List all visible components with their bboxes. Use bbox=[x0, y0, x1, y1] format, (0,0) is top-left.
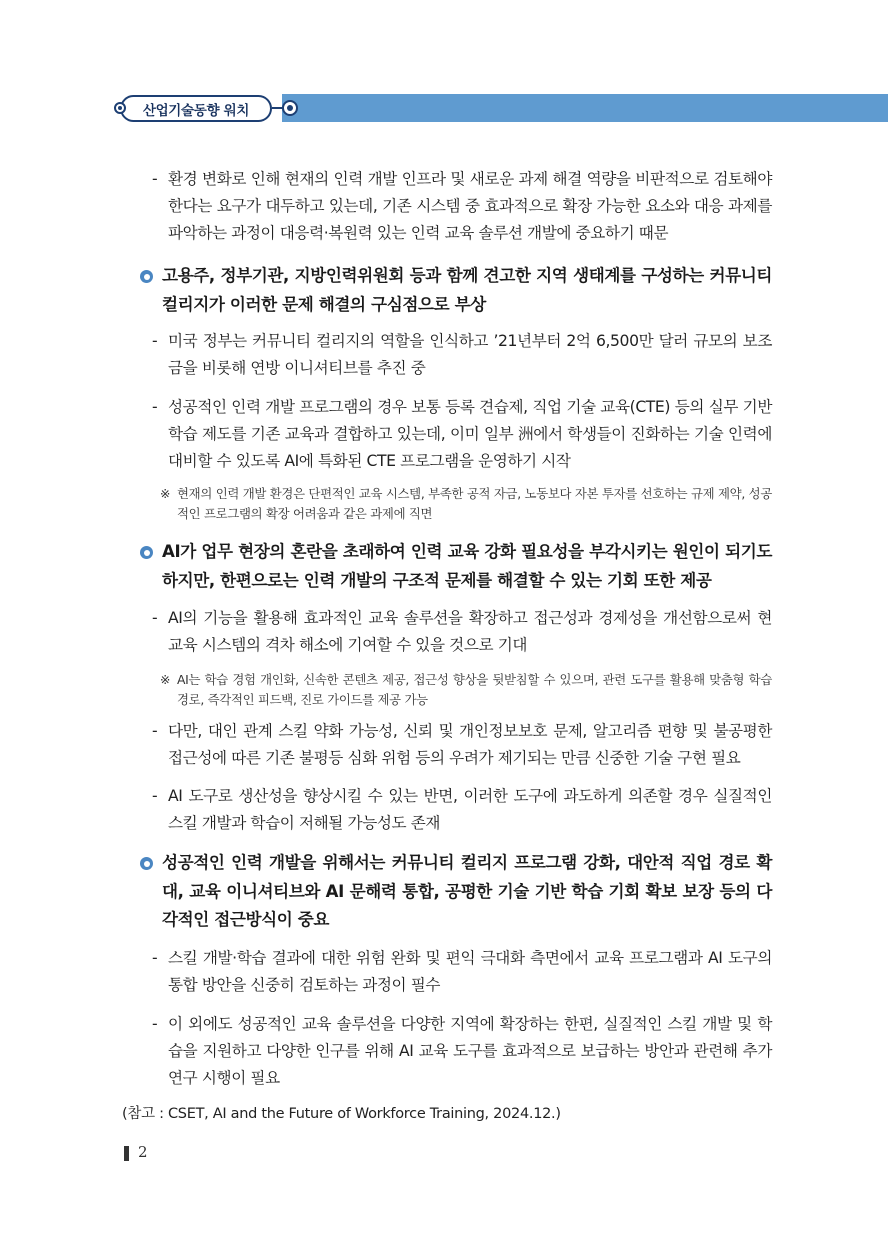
dash-marker: - bbox=[152, 1015, 158, 1033]
dash-marker: - bbox=[152, 170, 158, 188]
circle-bullet-icon bbox=[140, 546, 153, 559]
note-text: 현재의 인력 개발 환경은 단편적인 교육 시스템, 부족한 공적 자금, 노동보다 자본 투자를 선호하는 규제 제약, 성공적인 프로그램의 확장 어려움과 같은 과제에 직면 bbox=[177, 486, 772, 521]
dash-item bbox=[152, 328, 772, 382]
section-title: 산업기술동향 워치 bbox=[142, 102, 250, 119]
bullet-item bbox=[140, 849, 772, 935]
header-dot-left-icon bbox=[114, 102, 126, 114]
dash-text: AI의 기능을 활용해 효과적인 교육 솔루션을 확장하고 접근성과 경제성을 개선함으로써 현 교육 시스템의 격차 해소에 기여할 수 있을 것으로 기대 bbox=[168, 609, 772, 654]
dash-item bbox=[152, 945, 772, 999]
page-number-bar bbox=[124, 1146, 129, 1161]
bullet-text: AI가 업무 현장의 혼란을 초래하여 인력 교육 강화 필요성을 부각시키는 원인이 되기도 하지만, 한편으로는 인력 개발의 구조적 문제를 해결할 수 있는 기회 또한 제공 bbox=[162, 542, 772, 590]
note-item bbox=[160, 670, 772, 710]
dash-text: 성공적인 인력 개발 프로그램의 경우 보통 등록 견습제, 직업 기술 교육(CTE) 등의 실무 기반 학습 제도를 기존 교육과 결합하고 있는데, 이미 일부 洲에서 학생들이 진화하는 기술 인력에 대비할 수 있도록 AI에 특화된 CTE 프로그램을 운영하기 시작 bbox=[168, 398, 772, 470]
dash-marker: - bbox=[152, 722, 158, 740]
dash-item bbox=[152, 605, 772, 659]
page-number: 2 bbox=[138, 1143, 148, 1161]
dash-item bbox=[152, 166, 772, 247]
note-marker: ※ bbox=[160, 672, 171, 687]
dash-item bbox=[152, 394, 772, 475]
header-bar bbox=[282, 94, 888, 122]
circle-bullet-icon bbox=[140, 270, 153, 283]
dash-item bbox=[152, 1011, 772, 1092]
dash-text: 스킬 개발·학습 결과에 대한 위험 완화 및 편익 극대화 측면에서 교육 프로그램과 AI 도구의 통합 방안을 신중히 검토하는 과정이 필수 bbox=[168, 949, 772, 994]
header-dot-right-icon bbox=[282, 100, 298, 116]
dash-item bbox=[152, 783, 772, 837]
circle-bullet-icon bbox=[140, 857, 153, 870]
note-text: AI는 학습 경험 개인화, 신속한 콘텐츠 제공, 접근성 향상을 뒷받침할 수 있으며, 관련 도구를 활용해 맞춤형 학습 경로, 즉각적인 피드백, 진로 가이드를 제공 가능 bbox=[177, 672, 772, 707]
dash-text: 미국 정부는 커뮤니티 컬리지의 역할을 인식하고 ’21년부터 2억 6,500만 달러 규모의 보조금을 비롯해 연방 이니셔티브를 추진 중 bbox=[168, 332, 772, 377]
bullet-item bbox=[140, 262, 772, 319]
dash-marker: - bbox=[152, 332, 158, 350]
dash-text: 다만, 대인 관계 스킬 약화 가능성, 신뢰 및 개인정보보호 문제, 알고리즘 편향 및 불공평한 접근성에 따른 기존 불평등 심화 위험 등의 우려가 제기되는 만큼 신중한 기술 구현 필요 bbox=[168, 722, 772, 767]
dash-marker: - bbox=[152, 787, 158, 805]
header-badge bbox=[120, 95, 272, 122]
note-marker: ※ bbox=[160, 486, 171, 501]
dash-item bbox=[152, 718, 772, 772]
bullet-text: 성공적인 인력 개발을 위해서는 커뮤니티 컬리지 프로그램 강화, 대안적 직업 경로 확대, 교육 이니셔티브와 AI 문해력 통합, 공평한 기술 기반 학습 기회 확보 보장 등의 다각적인 접근방식이 중요 bbox=[162, 853, 772, 929]
dash-marker: - bbox=[152, 949, 158, 967]
dash-text: 환경 변화로 인해 현재의 인력 개발 인프라 및 새로운 과제 해결 역량을 비판적으로 검토해야 한다는 요구가 대두하고 있는데, 기존 시스템 중 효과적으로 확장 가능한 요소와 대응 과제를 파악하는 과정이 대응력·복원력 있는 인력 교육 솔루션 개발에 중요하기 때문 bbox=[168, 170, 772, 242]
dash-text: AI 도구로 생산성을 향상시킬 수 있는 반면, 이러한 도구에 과도하게 의존할 경우 실질적인 스킬 개발과 학습이 저해될 가능성도 존재 bbox=[168, 787, 772, 832]
note-item bbox=[160, 484, 772, 524]
bullet-text: 고용주, 정부기관, 지방인력위원회 등과 함께 견고한 지역 생태계를 구성하는 커뮤니티 컬리지가 이러한 문제 해결의 구심점으로 부상 bbox=[162, 266, 772, 314]
dash-text: 이 외에도 성공적인 교육 솔루션을 다양한 지역에 확장하는 한편, 실질적인 스킬 개발 및 학습을 지원하고 다양한 인구를 위해 AI 교육 도구를 효과적으로 보급하는 방안과 관련해 추가 연구 시행이 필요 bbox=[168, 1015, 772, 1087]
dash-marker: - bbox=[152, 609, 158, 627]
bullet-item bbox=[140, 538, 772, 595]
reference-citation: (참고 : CSET, AI and the Future of Workforce Training, 2024.12.) bbox=[122, 1106, 561, 1122]
dash-marker: - bbox=[152, 398, 158, 416]
